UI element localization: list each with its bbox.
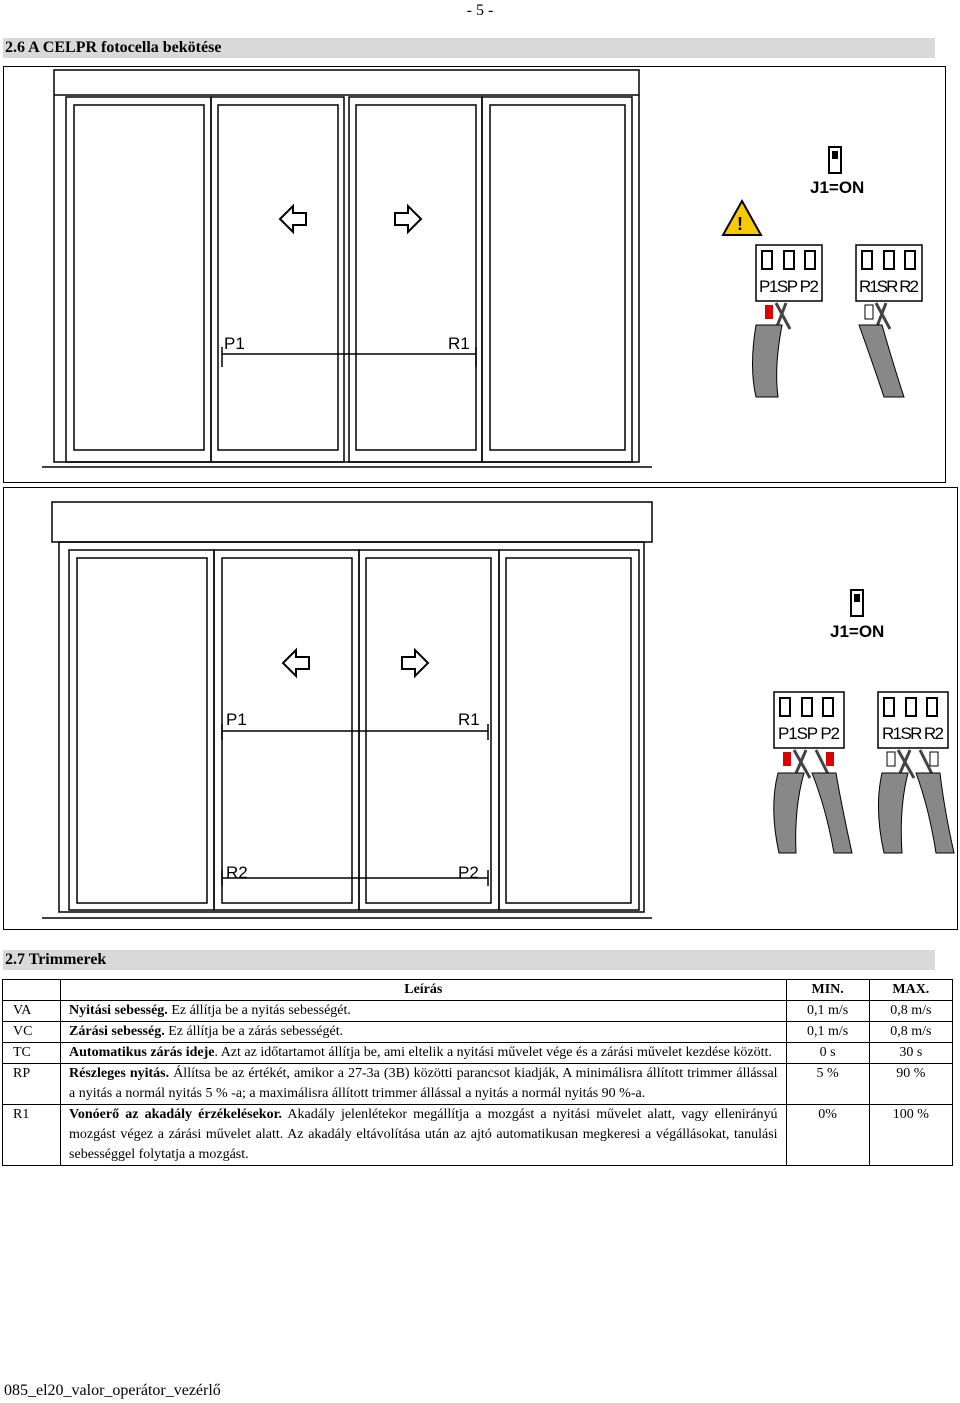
row-code: RP — [3, 1064, 61, 1105]
cable-icon — [878, 773, 908, 853]
row-title: Nyitási sebesség. — [69, 1003, 168, 1018]
row-description — [61, 1022, 787, 1043]
label-r1: R1 — [448, 334, 470, 353]
table-row — [3, 1022, 953, 1043]
row-text: Ez állítja be a nyitás sebességét. — [167, 1003, 351, 1018]
jumper-icon — [829, 147, 841, 173]
section-heading-2-6: 2.6 A CELPR fotocella bekötése — [3, 38, 935, 58]
row-code: VA — [3, 1001, 61, 1022]
door-wiring-diagram-1 — [4, 67, 945, 482]
table-row — [3, 1043, 953, 1064]
header-max: MAX. — [869, 980, 952, 1001]
jumper-label: J1=ON — [810, 178, 865, 197]
row-description — [61, 1064, 787, 1105]
table-row — [3, 1064, 953, 1105]
table-header-row — [3, 980, 953, 1001]
label-r2: R2 — [226, 863, 248, 882]
svg-text:!: ! — [737, 214, 743, 234]
terminal-label-2: R1SR R2 — [859, 277, 919, 296]
table-row — [3, 1105, 953, 1166]
row-text: Ez állítja be a zárás sebességét. — [164, 1024, 344, 1039]
row-max: 0,8 m/s — [869, 1022, 952, 1043]
row-min: 0,1 m/s — [786, 1001, 869, 1022]
page-number: - 5 - — [466, 2, 494, 19]
footer-filename: 085_el20_valor_operátor_vezérlő — [4, 1382, 221, 1399]
row-text: Állítsa be az értékét, amikor a 27-3a (3B) közötti parancsot kiadják, A minimálisra állított trimmer állással a nyitás a normál nyitás 5 % -a; a maximálisra állított trimmer állással a nyitás a normál nyitás 90 %-a. — [69, 1066, 778, 1101]
figure-double-photocell — [3, 487, 958, 930]
row-max: 0,8 m/s — [869, 1001, 952, 1022]
door-wiring-diagram-2 — [4, 488, 957, 929]
row-code: VC — [3, 1022, 61, 1043]
section-heading-2-7: 2.7 Trimmerek — [3, 950, 935, 970]
row-min: 0 s — [786, 1043, 869, 1064]
row-code: TC — [3, 1043, 61, 1064]
row-max: 90 % — [869, 1064, 952, 1105]
cable-icon — [859, 325, 904, 397]
row-min: 0% — [786, 1105, 869, 1166]
trimmer-table — [2, 979, 953, 1166]
header-min: MIN. — [786, 980, 869, 1001]
row-min: 0,1 m/s — [786, 1022, 869, 1043]
row-title: Részleges nyitás. — [69, 1066, 170, 1081]
table-row — [3, 1001, 953, 1022]
cable-icon — [753, 325, 783, 397]
arrow-left-icon — [280, 206, 306, 232]
terminal-label-2: R1SR R2 — [882, 724, 944, 743]
row-text: . Azt az időtartamot állítja be, ami eltelik a nyitási művelet vége és a zárási művelet kezdése között. — [214, 1045, 772, 1060]
row-title: Zárási sebesség. — [69, 1024, 165, 1039]
arrow-right-icon — [395, 206, 421, 232]
jumper-icon — [851, 590, 863, 616]
row-code: R1 — [3, 1105, 61, 1166]
row-text: Akadály jelenlétekor megállítja a mozgást a nyitási művelet alatt, vagy ellenirányú mozgást végez a zárási művelet alatt. Az akadály eltávolítása után az ajtó automatikusan megkeresi a végállásokat, tanulási sebességgel folytatja a mozgást. — [69, 1107, 778, 1162]
arrow-left-icon — [283, 650, 309, 676]
header-description: Leírás — [61, 980, 787, 1001]
terminal-label-1: P1SP P2 — [759, 277, 819, 296]
jumper-label: J1=ON — [830, 622, 885, 641]
row-min: 5 % — [786, 1064, 869, 1105]
label-p2: P2 — [458, 863, 479, 882]
label-p1: P1 — [226, 710, 247, 729]
header-code — [3, 980, 61, 1001]
row-description — [61, 1105, 787, 1166]
row-max: 100 % — [869, 1105, 952, 1166]
figure-single-photocell — [3, 66, 946, 483]
label-p1: P1 — [224, 334, 245, 353]
row-max: 30 s — [869, 1043, 952, 1064]
cable-icon — [812, 773, 852, 853]
cable-icon — [916, 773, 954, 853]
row-description — [61, 1001, 787, 1022]
row-description — [61, 1043, 787, 1064]
row-title: Automatikus zárás ideje — [69, 1045, 215, 1060]
arrow-right-icon — [402, 650, 428, 676]
row-title: Vonóerő az akadály érzékelésekor. — [69, 1107, 283, 1122]
cable-icon — [774, 773, 804, 853]
terminal-label-1: P1SP P2 — [778, 724, 840, 743]
label-r1: R1 — [458, 710, 480, 729]
